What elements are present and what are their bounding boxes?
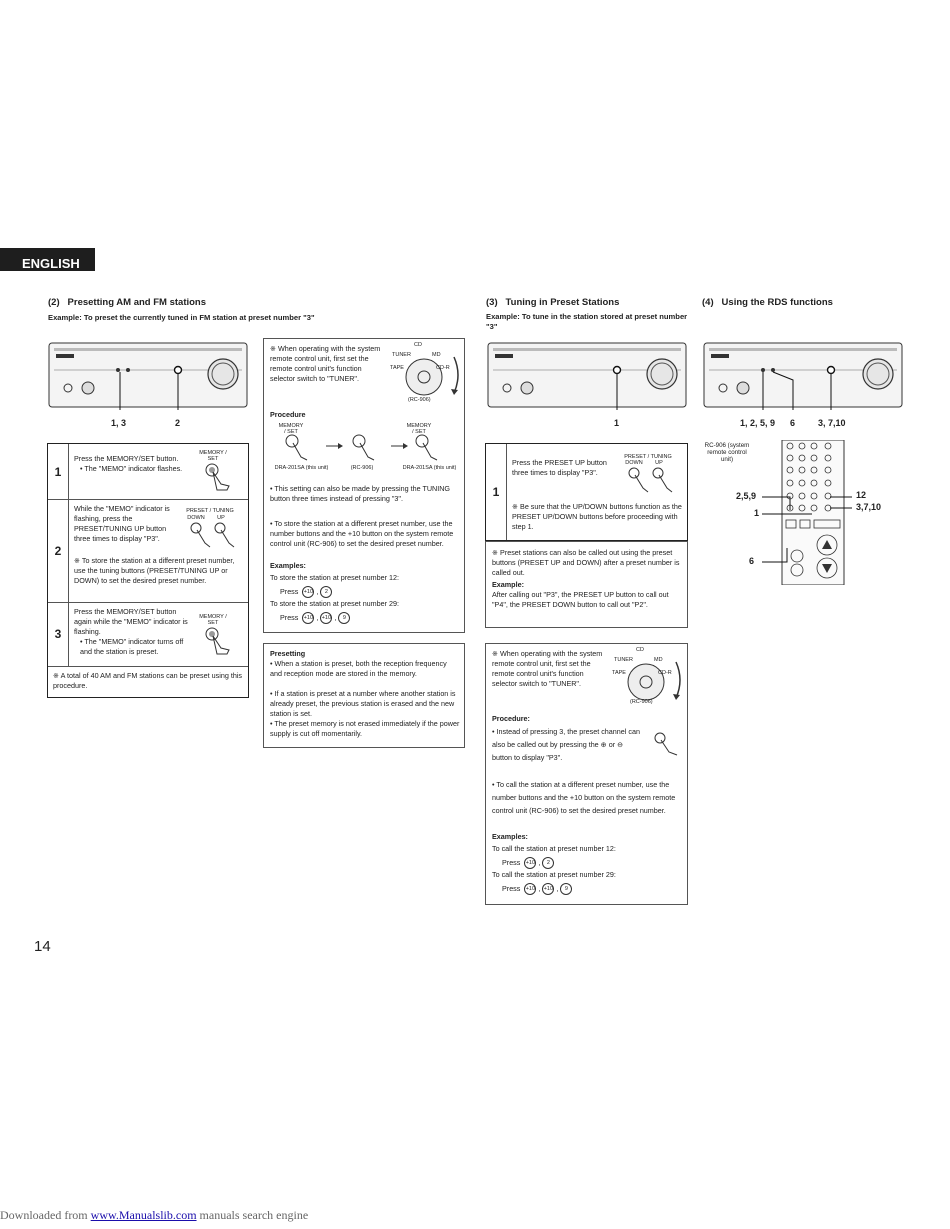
hand-press-icon bbox=[203, 626, 233, 656]
key-9: 9 bbox=[560, 883, 572, 895]
step-note: ※ To store the station at a different preset number, use the tuning buttons (PRESET/TUNING UP or DOWN) to set the desired preset number. bbox=[74, 556, 235, 585]
step-number: 1 bbox=[486, 444, 507, 540]
remote-procedure-box bbox=[263, 338, 465, 633]
dial-label-cd: CD bbox=[636, 647, 644, 653]
section-3-title: Tuning in Preset Stations bbox=[505, 297, 620, 308]
example-title: Example: bbox=[492, 580, 524, 589]
dial-caption: (RC-906) bbox=[408, 397, 431, 403]
callout-1-2-5-9: 1, 2, 5, 9 bbox=[740, 418, 776, 428]
procedure-title: Procedure: bbox=[492, 714, 530, 723]
step-number: 3 bbox=[48, 602, 69, 666]
examples-title: Examples: bbox=[270, 561, 306, 570]
hand-press-icon bbox=[626, 466, 676, 496]
section-3-note-box bbox=[485, 541, 688, 628]
example-1-keys: Press +10 , 2 bbox=[502, 857, 554, 869]
dial-label-cd: CD bbox=[414, 342, 422, 348]
section-3-number: (3) bbox=[486, 297, 498, 308]
dial-label-tuner: TUNER bbox=[392, 352, 411, 358]
section-3-example: Example: To tune in the station stored at preset number "3" bbox=[486, 312, 688, 331]
step-row-2 bbox=[48, 499, 248, 603]
key-9: 9 bbox=[338, 612, 350, 624]
dial-label-tape: TAPE bbox=[390, 365, 404, 371]
remote-callout-3-7-10: 3,7,10 bbox=[856, 502, 882, 512]
section-2-steps-box bbox=[47, 443, 249, 698]
example-1-text: To call the station at preset number 12: bbox=[492, 844, 616, 853]
key-2: 2 bbox=[320, 586, 332, 598]
press-label: Press bbox=[502, 883, 521, 893]
example-1-keys: Press +10 , 2 bbox=[280, 586, 332, 598]
key-plus10: +10 bbox=[302, 586, 314, 598]
section-2-title: Presetting AM and FM stations bbox=[67, 297, 207, 308]
key-plus10: +10 bbox=[542, 883, 554, 895]
presetting-box bbox=[263, 643, 465, 748]
preset-tuning-label: PRESET / TUNING bbox=[186, 508, 234, 514]
presetting-bullet-1: • When a station is preset, both the reception frequency and reception mode are stored in the memory. bbox=[270, 659, 447, 678]
memory-set-label: MEMORY / SET bbox=[199, 450, 227, 462]
language-tab: ENGLISH bbox=[0, 248, 95, 271]
key-plus10: +10 bbox=[524, 883, 536, 895]
section-2-heading bbox=[48, 297, 206, 308]
section-2-footnote: ※ A total of 40 AM and FM stations can be preset using this procedure. bbox=[53, 671, 243, 690]
caption-this-unit: DRA-201SA (this unit) bbox=[402, 465, 457, 471]
press-label: Press bbox=[502, 857, 521, 867]
step-bullet: • The "MEMO" indicator flashes. bbox=[80, 464, 183, 473]
presetting-bullet-2: • If a station is preset at a number where another station is already preset, the previous station is erased and the new station is set. bbox=[270, 689, 456, 718]
dial-label-tape: TAPE bbox=[612, 670, 626, 676]
receiver-illustration bbox=[487, 340, 687, 410]
dial-caption: (RC-906) bbox=[630, 699, 653, 705]
hand-press-icon bbox=[188, 521, 238, 551]
example-2-text: To store the station at preset number 29: bbox=[270, 599, 400, 608]
step-note: ※ Be sure that the UP/DOWN buttons function as the PRESET UP/DOWN buttons before proceeding with step 1. bbox=[512, 502, 682, 531]
section-3-note: ※ Preset stations can also be called out using the preset buttons (PRESET UP and DOWN) after a preset number is called out. bbox=[492, 548, 680, 577]
memory-set-label: MEMORY / SET bbox=[406, 423, 432, 435]
example-text: After calling out "P3", the PRESET UP button to call out "P4", the PRESET DOWN button to call out "P2". bbox=[492, 590, 669, 609]
hand-press-icon bbox=[651, 730, 681, 760]
key-plus10: +10 bbox=[524, 857, 536, 869]
manualslib-link[interactable]: www.Manualslib.com bbox=[90, 1208, 197, 1222]
section-4-heading bbox=[702, 297, 833, 308]
press-label: Press bbox=[280, 612, 299, 622]
remote-callout-2-5-9: 2,5,9 bbox=[736, 491, 757, 501]
callout-1: 1 bbox=[614, 418, 620, 428]
remote-callout-1: 1 bbox=[754, 508, 760, 518]
example-2-text: To call the station at preset number 29: bbox=[492, 870, 616, 879]
up-label: UP bbox=[655, 460, 663, 466]
hand-press-icon bbox=[203, 462, 233, 492]
callout-6: 6 bbox=[790, 418, 796, 428]
step-bullet: • The "MEMO" indicator turns off and the station is preset. bbox=[80, 637, 184, 656]
procedure-sequence-illustration bbox=[274, 433, 459, 465]
dial-label-cdr: CD-R bbox=[658, 670, 672, 676]
callout-1-3: 1, 3 bbox=[111, 418, 127, 428]
callout-2: 2 bbox=[175, 418, 181, 428]
examples-title: Examples: bbox=[492, 832, 528, 841]
step-row-1 bbox=[48, 444, 248, 500]
preset-tuning-label: PRESET / TUNING bbox=[624, 454, 672, 460]
section-3-remote-box bbox=[485, 643, 688, 905]
step-row-3 bbox=[48, 602, 248, 667]
footer-suffix: manuals search engine bbox=[196, 1208, 309, 1222]
section-3-heading bbox=[486, 297, 619, 308]
procedure-bullet-2: • To call the station at a different preset number, use the number buttons and the +10 button on the system remote control unit (RC-906) to set the desired preset number. bbox=[492, 780, 676, 815]
step-text: Press the MEMORY/SET button. bbox=[74, 454, 179, 463]
example-2-keys: Press +10 , +10 , 9 bbox=[502, 883, 572, 895]
memory-set-label: MEMORY / SET bbox=[278, 423, 304, 435]
key-plus10: +10 bbox=[320, 612, 332, 624]
caption-this-unit: DRA-201SA (this unit) bbox=[274, 465, 329, 471]
example-1-text: To store the station at preset number 12: bbox=[270, 573, 400, 582]
procedure-bullet-1: • This setting can also be made by pressing the TUNING button three times instead of pressing "3". bbox=[270, 484, 451, 503]
remote-note: ※ When operating with the system remote control unit, first set the remote control unit's function selector switch to "TUNER". bbox=[270, 344, 381, 383]
presetting-title: Presetting bbox=[270, 649, 306, 658]
remote-callout-lines bbox=[752, 490, 862, 570]
step-text: While the "MEMO" indicator is flashing, press the PRESET/TUNING UP button three times to display "P3". bbox=[74, 504, 170, 543]
section-4-number: (4) bbox=[702, 297, 714, 308]
up-label: UP bbox=[217, 515, 225, 521]
page-number: 14 bbox=[34, 938, 51, 955]
receiver-illustration bbox=[48, 340, 248, 410]
remote-callout-12: 12 bbox=[856, 490, 867, 500]
receiver-illustration bbox=[703, 340, 903, 410]
procedure-title: Procedure bbox=[270, 410, 306, 419]
memory-set-label: MEMORY / SET bbox=[199, 614, 227, 626]
caption-rc906: (RC-906) bbox=[350, 465, 374, 471]
example-2-keys: Press +10 , +10 , 9 bbox=[280, 612, 350, 624]
callout-3-7-10: 3, 7,10 bbox=[818, 418, 846, 428]
procedure-bullet-1: • Instead of pressing 3, the preset channel can also be called out by pressing the ⊕ or ⊖ button to display "P3". bbox=[492, 727, 640, 762]
section-2-example: Example: To preset the currently tuned in FM station at preset number "3" bbox=[48, 313, 315, 322]
section-2-number: (2) bbox=[48, 297, 60, 308]
dial-label-cdr: CD-R bbox=[436, 365, 450, 371]
procedure-bullet-2: • To store the station at a different preset number, use the number buttons and the +10 button on the system remote control unit (RC-906) to set the desired preset number. bbox=[270, 519, 454, 548]
presetting-bullet-3: • The preset memory is not erased immediately if the power supply is cut off momentarily. bbox=[270, 719, 460, 738]
down-label: DOWN bbox=[625, 460, 643, 466]
step-text: Press the MEMORY/SET button again while the "MEMO" indicator is flashing. bbox=[74, 607, 188, 636]
down-label: DOWN bbox=[187, 515, 205, 521]
step-text: Press the PRESET UP button three times to display "P3". bbox=[512, 458, 607, 477]
dial-label-md: MD bbox=[654, 657, 663, 663]
dial-label-md: MD bbox=[432, 352, 441, 358]
dial-label-tuner: TUNER bbox=[614, 657, 633, 663]
download-footer bbox=[0, 1208, 308, 1223]
section-4-title: Using the RDS functions bbox=[721, 297, 833, 308]
footer-prefix: Downloaded from bbox=[0, 1208, 91, 1222]
step-number: 2 bbox=[48, 499, 69, 602]
remote-caption: RC-906 (system remote control unit) bbox=[704, 442, 750, 463]
remote-callout-6: 6 bbox=[749, 556, 755, 566]
remote-note: ※ When operating with the system remote control unit, first set the remote control unit's function selector switch to "TUNER". bbox=[492, 649, 603, 688]
key-2: 2 bbox=[542, 857, 554, 869]
step-number: 1 bbox=[48, 444, 69, 499]
press-label: Press bbox=[280, 586, 299, 596]
key-plus10: +10 bbox=[302, 612, 314, 624]
section-3-step-box bbox=[485, 443, 688, 541]
